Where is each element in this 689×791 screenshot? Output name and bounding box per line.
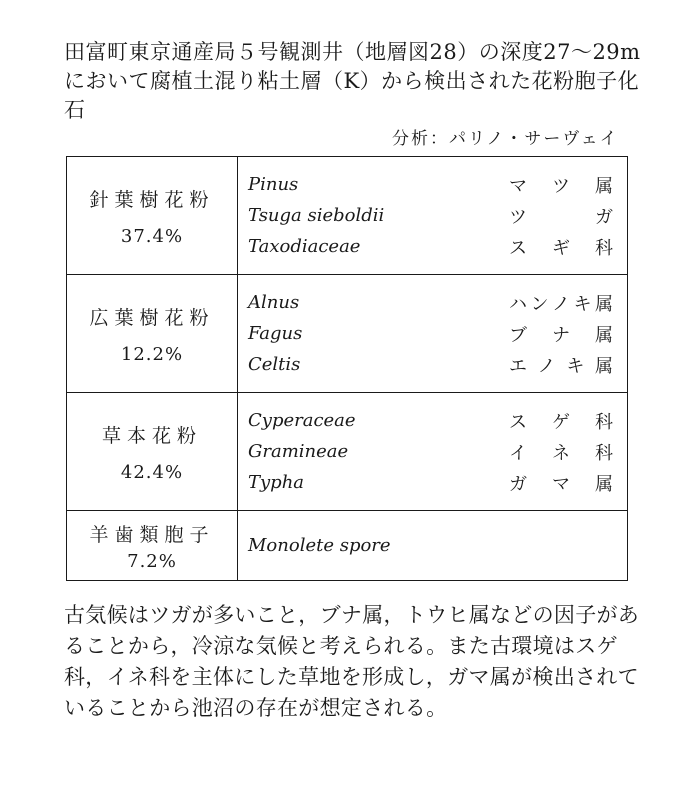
- taxon-japanese-name: イ ネ 科: [509, 442, 613, 464]
- taxon-row: [248, 405, 613, 436]
- taxon-row: [248, 436, 613, 467]
- taxon-row: [248, 530, 613, 561]
- taxon-row: [248, 318, 613, 349]
- taxon-row: [248, 467, 613, 498]
- taxon-japanese-name: エ ノ キ 属: [509, 355, 613, 377]
- category-percent: 7.2%: [127, 550, 177, 572]
- table-caption: 田富町東京通産局５号観測井（地層図28）の深度27～29mにおいて腐植土混り粘土層（K）から検出された花粉胞子化石: [64, 40, 641, 122]
- taxon-row: [248, 200, 613, 231]
- category-name: 針葉樹花粉: [89, 188, 215, 211]
- taxon-japanese-name: ス ギ 科: [509, 237, 613, 259]
- taxa-cell: [238, 511, 628, 581]
- taxon-row: [248, 169, 613, 200]
- taxa-cell: [238, 275, 628, 393]
- category-name: 羊歯類胞子: [89, 523, 215, 546]
- table-row: [67, 511, 628, 581]
- taxon-row: [248, 349, 613, 380]
- category-percent: 37.4%: [120, 225, 184, 247]
- taxon-latin-name: Alnus: [248, 292, 300, 313]
- category-percent: 12.2%: [120, 343, 184, 365]
- taxon-latin-name: Pinus: [248, 174, 299, 195]
- taxon-japanese-name: マ ツ 属: [509, 175, 613, 197]
- taxon-japanese-name: ス ゲ 科: [509, 411, 613, 433]
- taxon-row: [248, 231, 613, 262]
- taxon-row: [248, 287, 613, 318]
- taxon-japanese-name: ハ ン ノ キ 属: [509, 293, 613, 315]
- analyst-credit: 分析：パリノ・サーヴェイ: [392, 129, 619, 149]
- taxon-latin-name: Celtis: [248, 354, 301, 375]
- taxon-latin-name: Taxodiaceae: [248, 236, 361, 257]
- category-cell: [67, 157, 238, 275]
- taxa-cell: [238, 157, 628, 275]
- category-name: 草本花粉: [101, 424, 202, 447]
- table-row: [67, 393, 628, 511]
- taxon-latin-name: Typha: [248, 472, 305, 493]
- category-percent: 42.4%: [120, 461, 184, 483]
- taxa-cell: [238, 393, 628, 511]
- taxon-japanese-name: ブ ナ 属: [509, 324, 613, 346]
- taxon-latin-name: Gramineae: [248, 441, 349, 462]
- category-cell: [67, 511, 238, 581]
- category-cell: [67, 393, 238, 511]
- table-row: [67, 275, 628, 393]
- table-row: [67, 157, 628, 275]
- category-cell: [67, 275, 238, 393]
- taxon-latin-name: Monolete spore: [248, 535, 391, 556]
- category-name: 広葉樹花粉: [89, 306, 215, 329]
- taxon-latin-name: Cyperaceae: [248, 410, 356, 431]
- pollen-table: [66, 156, 628, 581]
- taxon-japanese-name: ツ ガ: [509, 206, 613, 228]
- taxon-latin-name: Fagus: [248, 323, 303, 344]
- summary-paragraph: 古気候はツガが多いこと，ブナ属，トウヒ属などの因子があることから，冷涼な気候と考えられる。また古環境はスゲ科，イネ科を主体にした草地を形成し，ガマ属が検出されていることから池沼の存在が想定される。: [64, 603, 640, 720]
- taxon-japanese-name: ガ マ 属: [509, 473, 613, 495]
- taxon-latin-name: Tsuga sieboldii: [248, 205, 385, 226]
